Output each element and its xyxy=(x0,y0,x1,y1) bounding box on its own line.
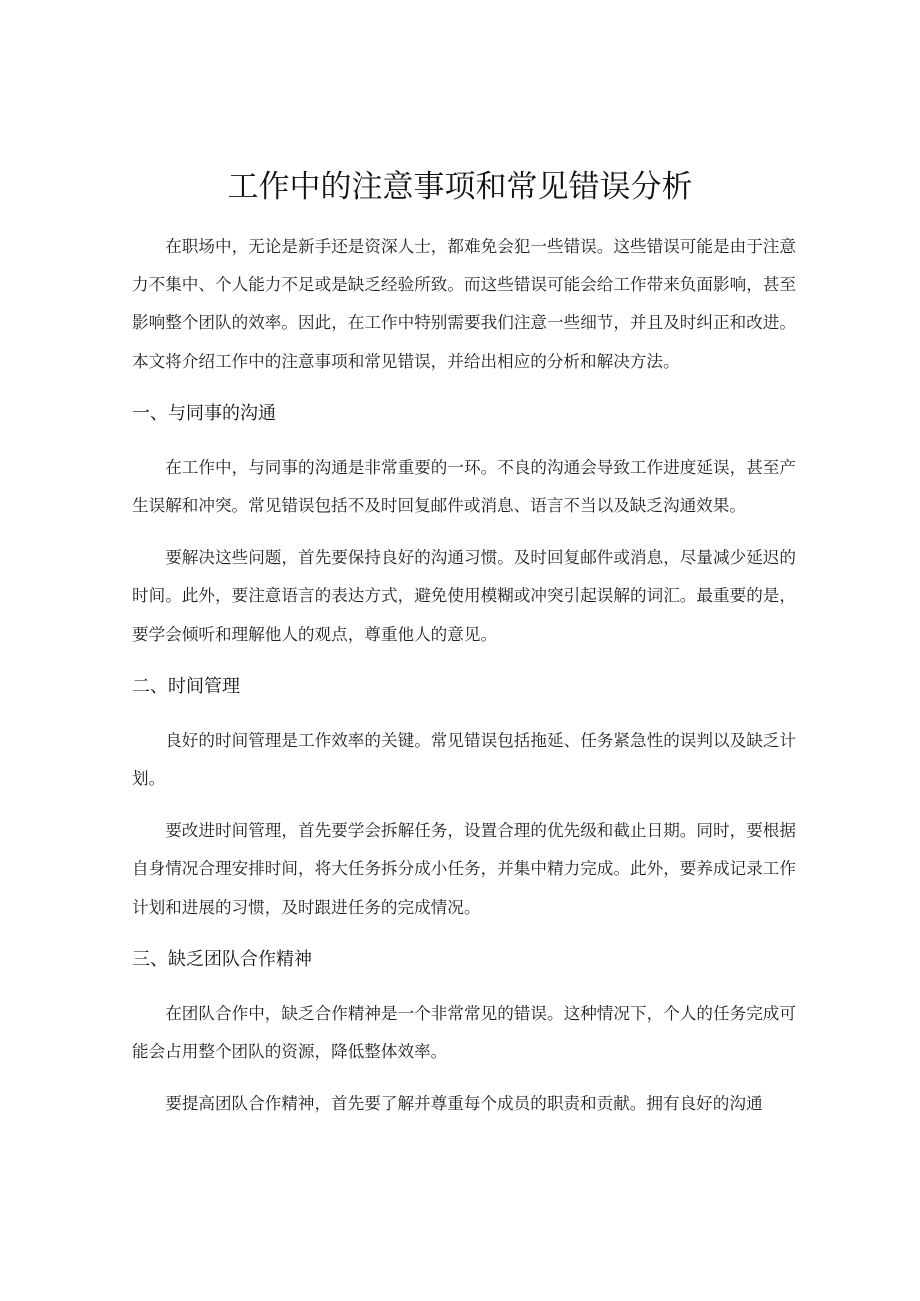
document-body xyxy=(132,228,796,1137)
section-paragraph: 在团队合作中，缺乏合作精神是一个非常常见的错误。这种情况下，个人的任务完成可能会占用整个团队的资源，降低整体效率。 xyxy=(132,1003,796,1062)
section-teamwork xyxy=(132,941,796,1124)
section-heading: 三、缺乏团队合作精神 xyxy=(132,948,312,970)
section-heading: 二、时间管理 xyxy=(132,675,240,697)
section-communication xyxy=(132,395,796,654)
document-title: 工作中的注意事项和常见错误分析 xyxy=(227,169,693,205)
section-time-management xyxy=(132,668,796,927)
section-paragraph: 要改进时间管理，首先要学会拆解任务，设置合理的优先级和截止日期。同时，要根据自身情况合理安排时间，将大任务拆分成小任务，并集中精力完成。此外，要养成记录工作计划和进展的习惯，及时跟进任务的完成情况。 xyxy=(132,821,796,917)
section-heading: 一、与同事的沟通 xyxy=(132,402,276,424)
section-paragraph: 在工作中，与同事的沟通是非常重要的一环。不良的沟通会导致工作进度延误，甚至产生误解和冲突。常见错误包括不及时回复邮件或消息、语言不当以及缺乏沟通效果。 xyxy=(132,457,796,516)
section-paragraph: 良好的时间管理是工作效率的关键。常见错误包括拖延、任务紧急性的误判以及缺乏计划。 xyxy=(132,730,796,789)
intro-paragraph: 在职场中，无论是新手还是资深人士，都难免会犯一些错误。这些错误可能是由于注意力不集中、个人能力不足或是缺乏经验所致。而这些错误可能会给工作带来负面影响，甚至影响整个团队的效率。因此，在工作中特别需要我们注意一些细节，并且及时纠正和改进。本文将介绍工作中的注意事项和常见错误，并给出相应的分析和解决方法。 xyxy=(132,237,796,371)
section-paragraph: 要提高团队合作精神，首先要了解并尊重每个成员的职责和贡献。拥有良好的沟通 xyxy=(165,1094,763,1114)
section-paragraph: 要解决这些问题，首先要保持良好的沟通习惯。及时回复邮件或消息，尽量减少延迟的时间。此外，要注意语言的表达方式，避免使用模糊或冲突引起误解的词汇。最重要的是，要学会倾听和理解他人的观点，尊重他人的意见。 xyxy=(132,548,796,644)
